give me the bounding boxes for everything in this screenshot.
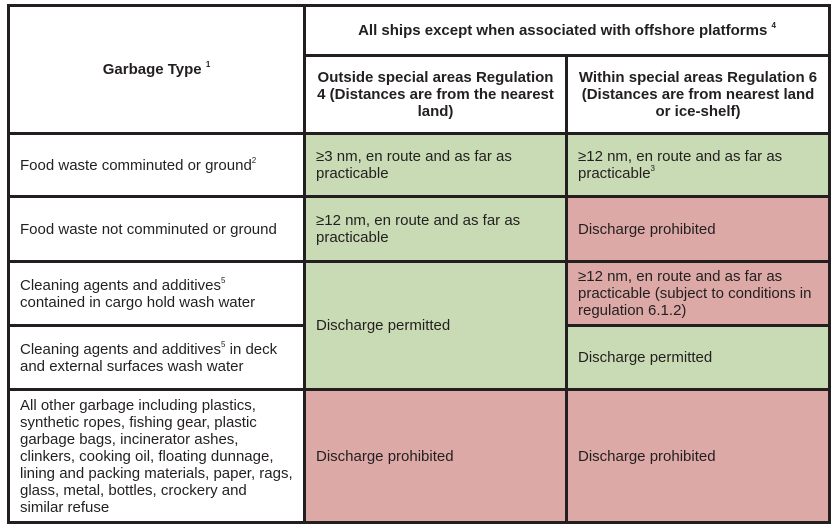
footnote: 1 bbox=[205, 60, 211, 69]
type-text: contained in cargo hold wash water bbox=[20, 293, 256, 311]
footnote: 5 bbox=[220, 339, 226, 349]
footnote: 4 bbox=[771, 21, 776, 30]
table-row bbox=[9, 134, 830, 197]
within-cell bbox=[567, 134, 830, 197]
header-all-ships bbox=[305, 6, 830, 56]
type-text: Food waste comminuted or ground bbox=[20, 156, 252, 174]
garbage-type-cell bbox=[9, 262, 305, 326]
footnote: 2 bbox=[251, 155, 257, 165]
footnote: 3 bbox=[650, 164, 655, 173]
garbage-type-cell bbox=[9, 134, 305, 197]
within-cell: Discharge prohibited bbox=[567, 390, 830, 523]
outside-cell: ≥12 nm, en route and as far as practicable bbox=[305, 197, 567, 262]
garbage-type-cell: Food waste not comminuted or ground bbox=[9, 197, 305, 262]
footnote: 5 bbox=[220, 275, 226, 285]
within-cell: Discharge prohibited bbox=[567, 197, 830, 262]
table-row bbox=[9, 197, 830, 262]
header-within: Within special areas Regulation 6 (Distances are from nearest land or ice-shelf) bbox=[567, 56, 830, 134]
table-row bbox=[9, 390, 830, 523]
outside-cell: Discharge permitted bbox=[305, 262, 567, 390]
header-text: Garbage Type bbox=[102, 61, 202, 78]
type-text: Cleaning agents and additives bbox=[20, 276, 221, 294]
outside-cell: Discharge prohibited bbox=[305, 390, 567, 523]
garbage-discharge-table bbox=[7, 4, 831, 524]
within-text: ≥12 nm, en route and as far as practicable bbox=[578, 148, 783, 182]
header-outside: Outside special areas Regulation 4 (Distances are from the nearest land) bbox=[305, 56, 567, 134]
outside-cell: ≥3 nm, en route and as far as practicable bbox=[305, 134, 567, 197]
garbage-type-cell: All other garbage including plastics, synthetic ropes, fishing gear, plastic garbage bags, incinerator ashes, clinkers, cooking oil, floating dunnage, lining and packing materials, paper, rags, glass, metal, bottles, crockery and similar refuse bbox=[9, 390, 305, 523]
within-cell: ≥12 nm, en route and as far as practicable (subject to conditions in regulation 6.1.2) bbox=[567, 262, 830, 326]
header-text: All ships except when associated with offshore platforms bbox=[358, 22, 768, 39]
within-cell: Discharge permitted bbox=[567, 326, 830, 390]
type-text: Cleaning agents and additives bbox=[20, 340, 221, 358]
table-row bbox=[9, 262, 830, 326]
header-garbage-type bbox=[9, 6, 305, 134]
type-text: in deck and external surfaces wash water bbox=[20, 340, 278, 375]
garbage-type-cell bbox=[9, 326, 305, 390]
